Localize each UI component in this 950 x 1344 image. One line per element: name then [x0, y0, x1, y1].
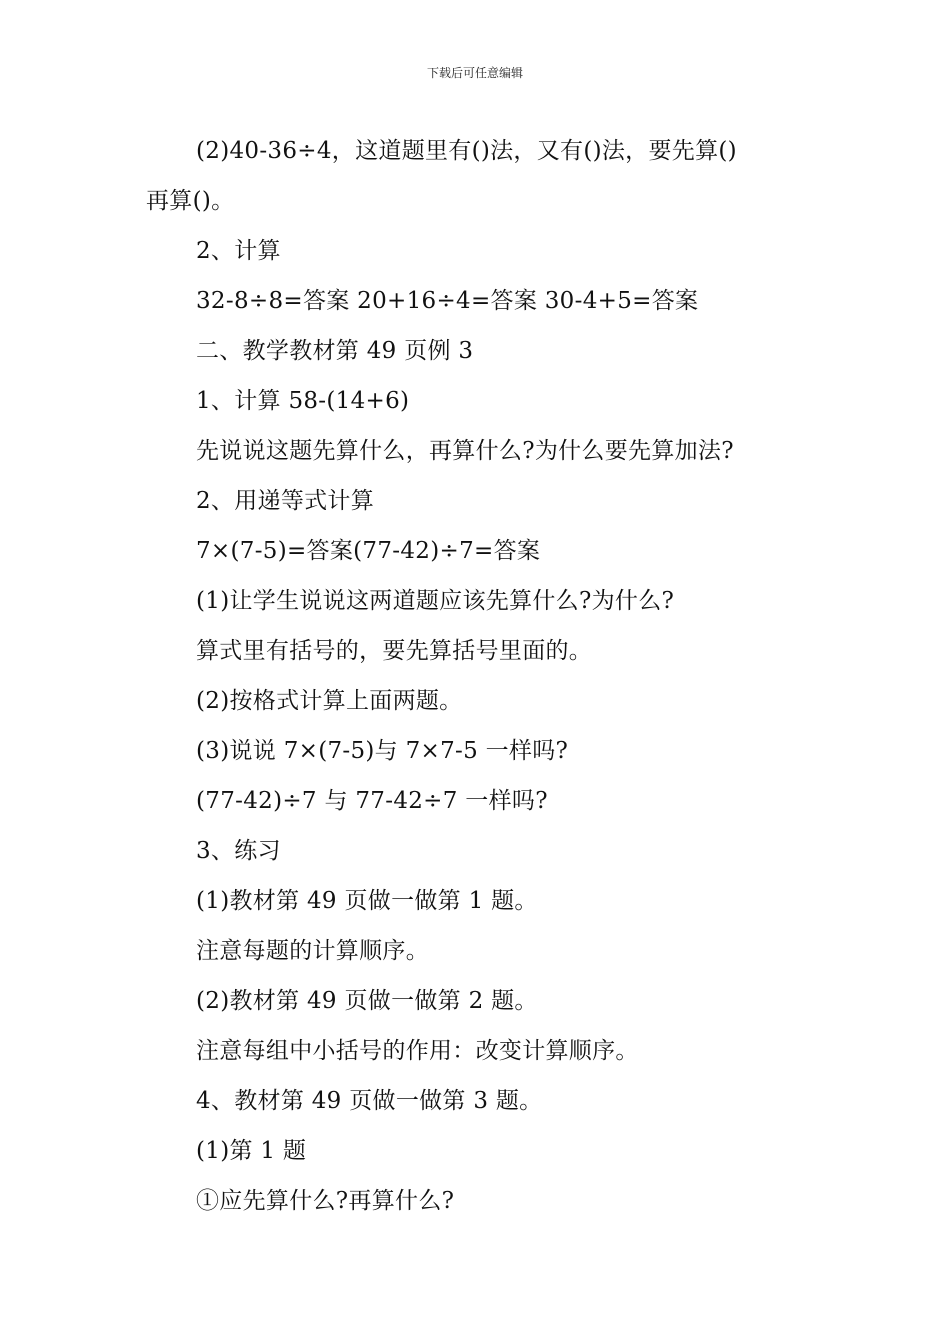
paragraph-line: (77-42)÷7 与 77-42÷7 一样吗?	[196, 788, 548, 814]
page-header: 下载后可任意编辑	[426, 66, 523, 80]
paragraph-line: (2)教材第 49 页做一做第 2 题。	[196, 988, 538, 1014]
section-heading: 2、计算	[196, 238, 281, 264]
paragraph-line: (2)按格式计算上面两题。	[196, 688, 463, 714]
document-body	[146, 126, 816, 1226]
section-heading: 3、练习	[196, 838, 281, 864]
paragraph-line: (1)让学生说说这两道题应该先算什么?为什么?	[196, 588, 675, 614]
paragraph-line: 先说说这题先算什么，再算什么?为什么要先算加法?	[196, 438, 734, 464]
paragraph-line: ①应先算什么?再算什么?	[196, 1188, 455, 1214]
paragraph-line: (2)40-36÷4，这道题里有()法，又有()法，要先算()	[196, 138, 737, 164]
paragraph-line: 注意每组中小括号的作用：改变计算顺序。	[196, 1038, 639, 1064]
paragraph-line: (3)说说 7×(7-5)与 7×7-5 一样吗?	[196, 738, 569, 764]
section-heading: 2、用递等式计算	[196, 488, 375, 514]
paragraph-line: 算式里有括号的，要先算括号里面的。	[196, 638, 593, 664]
paragraph-line: (1)第 1 题	[196, 1138, 307, 1164]
paragraph-line: 7×(7-5)=答案(77-42)÷7=答案	[196, 538, 541, 564]
paragraph-line: (1)教材第 49 页做一做第 1 题。	[196, 888, 538, 914]
section-heading: 1、计算 58-(14+6)	[196, 388, 410, 414]
paragraph-line: 再算()。	[146, 188, 235, 214]
paragraph-line: 32-8÷8=答案 20+16÷4=答案 30-4+5=答案	[196, 288, 699, 314]
section-heading: 4、教材第 49 页做一做第 3 题。	[196, 1088, 543, 1114]
paragraph-line: 注意每题的计算顺序。	[196, 938, 429, 964]
section-heading: 二、教学教材第 49 页例 3	[196, 338, 474, 364]
